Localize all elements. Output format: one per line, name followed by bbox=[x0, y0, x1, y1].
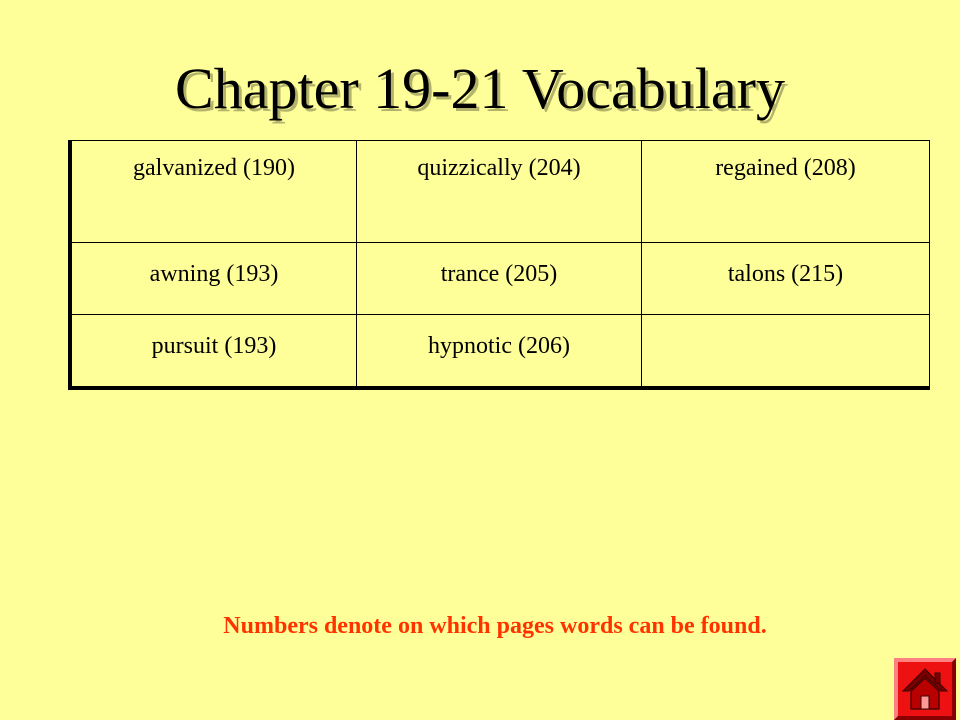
vocab-cell: quizzically (204) bbox=[357, 141, 642, 243]
vocab-cell: hypnotic (206) bbox=[357, 315, 642, 388]
vocab-cell: talons (215) bbox=[642, 243, 930, 315]
home-icon bbox=[901, 665, 949, 713]
table-row bbox=[70, 315, 930, 388]
vocabulary-table bbox=[68, 140, 930, 390]
vocab-cell: galvanized (190) bbox=[70, 141, 357, 243]
vocab-cell: pursuit (193) bbox=[70, 315, 357, 388]
page-number-note: Numbers denote on which pages words can be found. bbox=[223, 613, 767, 639]
table-row bbox=[70, 243, 930, 315]
vocab-cell: trance (205) bbox=[357, 243, 642, 315]
slide-title: Chapter 19-21 Vocabulary bbox=[175, 56, 785, 121]
vocab-cell-empty bbox=[642, 315, 930, 388]
vocab-cell: regained (208) bbox=[642, 141, 930, 243]
home-button[interactable] bbox=[894, 658, 956, 720]
table-row bbox=[70, 141, 930, 243]
vocab-cell: awning (193) bbox=[70, 243, 357, 315]
